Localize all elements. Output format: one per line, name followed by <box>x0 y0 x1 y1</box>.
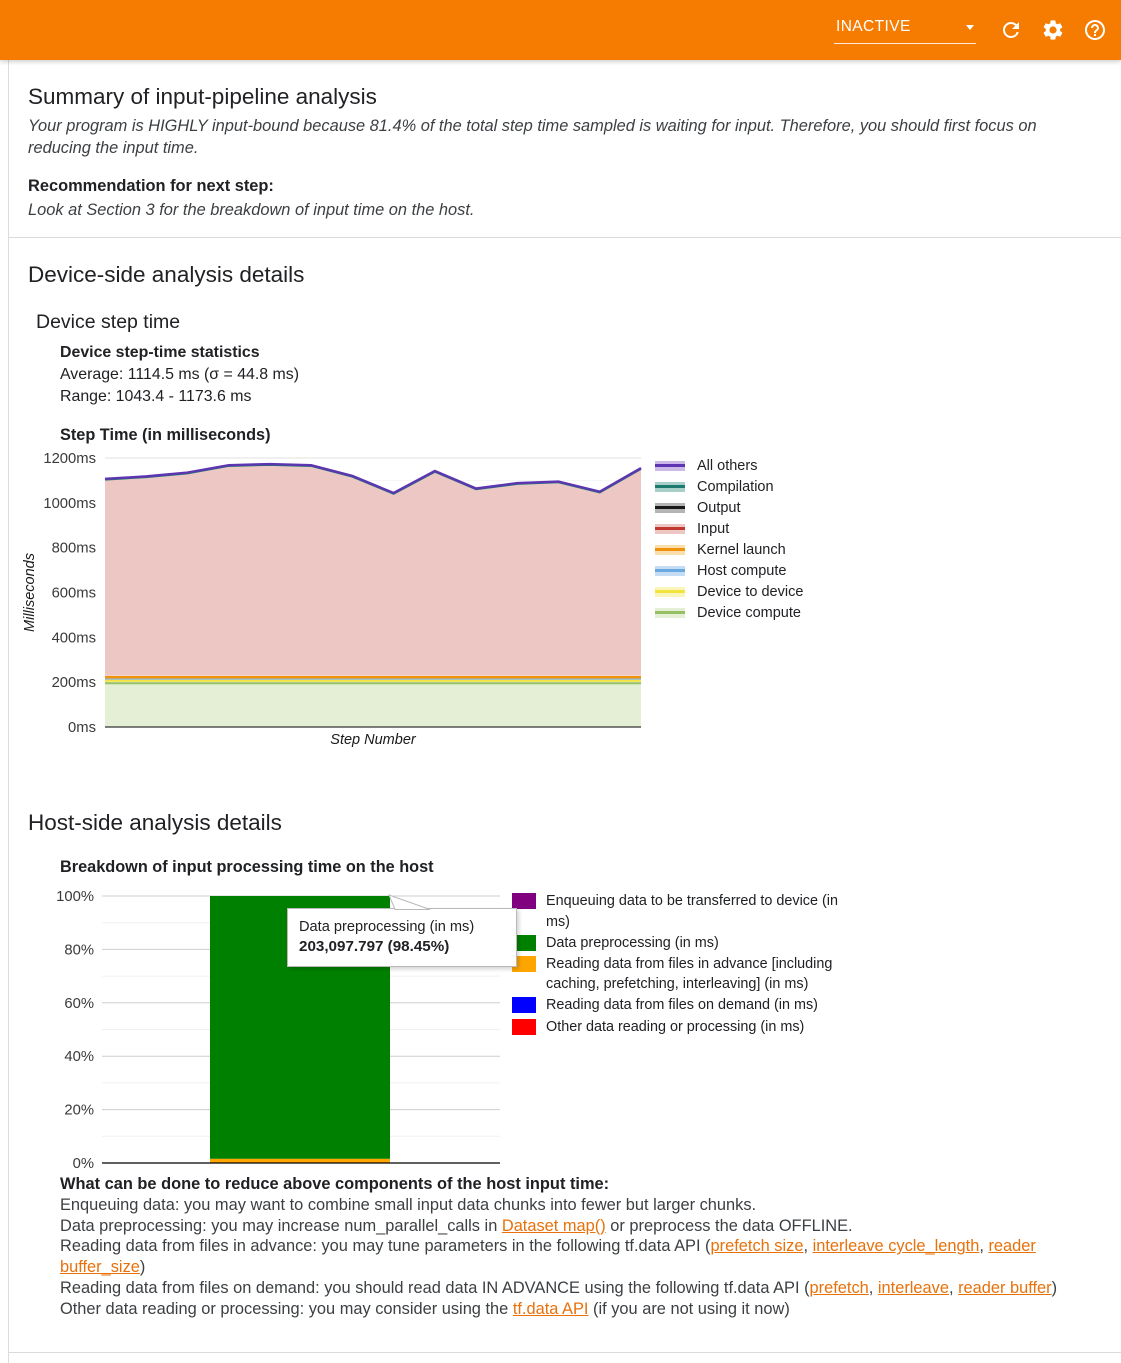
device-chart-legend <box>655 455 803 623</box>
svg-text:800ms: 800ms <box>51 540 96 557</box>
svg-text:Step Number: Step Number <box>330 732 416 748</box>
recommendation-heading: Recommendation for next step: <box>28 177 274 195</box>
link-prefetch-size[interactable]: prefetch size <box>710 1237 804 1256</box>
link-dataset-map[interactable]: Dataset map() <box>501 1216 606 1235</box>
svg-text:40%: 40% <box>64 1049 94 1066</box>
summary-body: Your program is HIGHLY input-bound because 81.4% of the total step time sampled is waiting for input. Therefore, you should first focus on reducing the input time. <box>28 117 1037 157</box>
host-chart-title: Breakdown of input processing time on the host <box>60 858 434 876</box>
app-header <box>0 0 1121 60</box>
chart-tooltip <box>287 908 517 967</box>
advice-line-reading-advance: Reading data from files in advance: you may tune parameters in the following tf.data API (prefetch size, interleave cycle_length, reader buffer_size) <box>60 1237 1036 1277</box>
advice-line-reading-demand: Reading data from files on demand: you should read data IN ADVANCE using the following tf.data API (prefetch, interleave, reader buffer) <box>60 1278 1058 1297</box>
legend-item-enqueuing: Enqueuing data to be transferred to device (in ms) <box>512 891 852 932</box>
legend-item-device-to-device: Device to device <box>655 581 803 602</box>
device-step-time-chart[interactable] <box>20 445 665 755</box>
advice-line-enqueuing: Enqueuing data: you may want to combine small input data chunks into fewer but larger chunks. <box>60 1195 757 1214</box>
capture-status-select[interactable] <box>834 16 976 44</box>
help-icon <box>1083 18 1107 42</box>
legend-item-compilation: Compilation <box>655 476 803 497</box>
svg-text:60%: 60% <box>64 995 94 1012</box>
recommendation-body: Look at Section 3 for the breakdown of input time on the host. <box>28 201 475 219</box>
settings-button[interactable] <box>1041 18 1065 42</box>
svg-text:0%: 0% <box>72 1156 94 1172</box>
legend-swatch <box>655 524 685 534</box>
tooltip-label: Data preprocessing (in ms) <box>299 919 475 935</box>
content-left-rule <box>8 60 9 1363</box>
svg-text:1000ms: 1000ms <box>43 495 96 512</box>
svg-text:1200ms: 1200ms <box>43 451 96 467</box>
svg-text:100%: 100% <box>56 889 94 905</box>
link-reader-buffer-size[interactable]: reader buffer_size <box>60 1237 1036 1277</box>
link-interleave[interactable]: interleave <box>877 1278 949 1297</box>
legend-swatch <box>655 566 685 576</box>
gear-icon <box>1041 18 1065 42</box>
device-section-title: Device-side analysis details <box>28 262 305 287</box>
legend-swatch <box>512 1019 536 1035</box>
legend-swatch <box>655 482 685 492</box>
link-tfdata-api[interactable]: tf.data API <box>512 1299 589 1318</box>
legend-item-all-others: All others <box>655 455 803 476</box>
host-advice-block <box>60 1174 1086 1320</box>
device-stats-average: Average: 1114.5 ms (σ = 44.8 ms) <box>60 366 300 383</box>
legend-swatch <box>655 587 685 597</box>
refresh-button[interactable] <box>999 18 1023 42</box>
svg-text:20%: 20% <box>64 1102 94 1119</box>
summary-title: Summary of input-pipeline analysis <box>28 84 377 109</box>
legend-swatch <box>655 608 685 618</box>
host-section-title: Host-side analysis details <box>28 810 282 835</box>
section-divider <box>9 237 1121 238</box>
link-prefetch[interactable]: prefetch <box>809 1278 869 1297</box>
device-chart-title: Step Time (in milliseconds) <box>60 426 271 444</box>
legend-item-other-reading: Other data reading or processing (in ms) <box>512 1017 852 1038</box>
tooltip-value: 203,097.797 (98.45%) <box>299 938 450 955</box>
legend-item-reading-demand: Reading data from files on demand (in ms) <box>512 995 852 1016</box>
svg-text:200ms: 200ms <box>51 675 96 692</box>
link-reader-buffer[interactable]: reader buffer <box>958 1278 1052 1297</box>
legend-swatch <box>655 545 685 555</box>
legend-item-output: Output <box>655 497 803 518</box>
svg-text:600ms: 600ms <box>51 585 96 602</box>
refresh-icon <box>999 18 1023 42</box>
svg-text:0ms: 0ms <box>68 720 96 736</box>
legend-item-kernel-launch: Kernel launch <box>655 539 803 560</box>
svg-text:Milliseconds: Milliseconds <box>22 553 38 632</box>
chevron-down-icon <box>966 25 974 30</box>
legend-swatch <box>655 503 685 513</box>
legend-swatch <box>512 893 536 909</box>
advice-heading: What can be done to reduce above components of the host input time: <box>60 1175 610 1193</box>
help-button[interactable] <box>1083 18 1107 42</box>
legend-item-input: Input <box>655 518 803 539</box>
legend-item-data-preprocessing: Data preprocessing (in ms) <box>512 933 852 954</box>
device-stats-heading: Device step-time statistics <box>60 344 260 361</box>
legend-swatch <box>655 461 685 471</box>
bottom-divider <box>9 1352 1121 1353</box>
legend-item-reading-advance: Reading data from files in advance [including caching, prefetching, interleaving] (in ms) <box>512 954 852 995</box>
advice-line-other: Other data reading or processing: you may consider using the tf.data API (if you are not using it now) <box>60 1299 790 1318</box>
device-step-time-subtitle: Device step time <box>36 311 181 333</box>
legend-swatch <box>512 997 536 1013</box>
tooltip-callout <box>386 893 434 910</box>
capture-status-label: INACTIVE <box>836 18 911 35</box>
svg-text:80%: 80% <box>64 942 94 959</box>
legend-item-device-compute: Device compute <box>655 602 803 623</box>
link-interleave-cycle-length[interactable]: interleave cycle_length <box>812 1237 980 1256</box>
host-chart-legend <box>512 884 852 1038</box>
device-stats-range: Range: 1043.4 - 1173.6 ms <box>60 388 252 405</box>
advice-line-preprocessing: Data preprocessing: you may increase num_parallel_calls in Dataset map() or preprocess the data OFFLINE. <box>60 1216 853 1235</box>
legend-item-host-compute: Host compute <box>655 560 803 581</box>
svg-text:400ms: 400ms <box>51 630 96 647</box>
